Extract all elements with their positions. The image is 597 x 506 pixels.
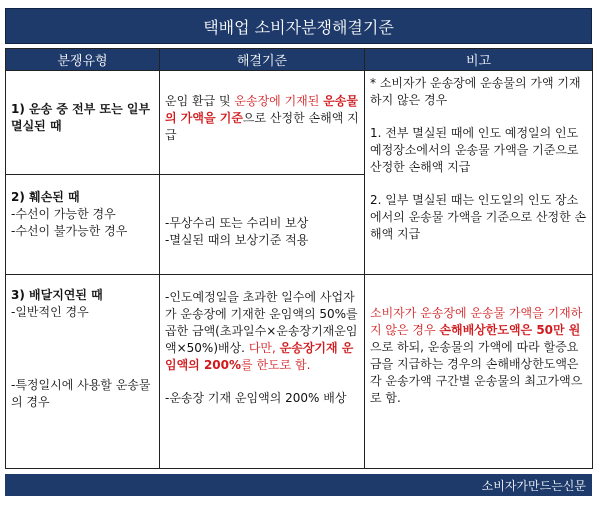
cell-remarks-delay (365, 275, 593, 469)
delay-type-line1: -일반적인 경우 (11, 305, 89, 319)
remarks-note-1: 1. 전부 멸실된 때에 인도 예정일의 인도 예정장소에서의 운송물 가액을 기준으로 산정한 손해액 지급 (370, 126, 579, 174)
source-footer: 소비자가만드는신문 (5, 474, 592, 496)
loss-type-title: 1) 운송 중 전부 또는 일부 멸실된 때 (11, 102, 151, 133)
damage-resolution-line1: -무상수리 또는 수리비 보상 (165, 216, 309, 230)
delay-type-title: 3) 배달지연된 때 (11, 288, 103, 302)
loss-resolution-redbold: 운송물의 가액을 기준 (165, 94, 358, 125)
remarks-note-3-red: 소비자가 운송장에 운송물 가액을 기재하지 않은 경우 (370, 306, 583, 337)
delay-resolution-red2: 를 한도로 함. (241, 358, 311, 372)
delay-resolution-text1: -인도예정일을 초과한 일수에 사업자가 운송장에 기재한 운임액의 50%를 곱한 금액(초과일수×운송장기재운임액×50%)배상. (165, 290, 358, 355)
damage-type-line1: -수선이 가능한 경우 (11, 207, 116, 221)
loss-resolution-text1: 운임 환급 및 (165, 94, 235, 108)
table-header-row (6, 49, 593, 71)
cell-damage-type (6, 175, 160, 275)
damage-type-line2: -수선이 불가능한 경우 (11, 224, 128, 238)
cell-loss-type (6, 71, 160, 175)
remarks-note-3-redbold: 손해배상한도액은 50만 원 (439, 323, 581, 337)
document-title: 택배업 소비자분쟁해결기준 (5, 8, 592, 44)
delay-type-spacer (11, 321, 154, 377)
header-resolution: 해결기준 (160, 49, 365, 71)
remarks-note-3-rest: 으로 하되, 운송물의 가액에 따라 할증요금을 지급하는 경우의 손해배상한도액은 각 운송가액 구간별 운송물의 최고가액으로 함. (370, 340, 583, 405)
table-row-loss (6, 71, 593, 175)
delay-resolution-block1 (165, 289, 359, 374)
standards-document (5, 8, 592, 469)
delay-resolution-red: 다만, (248, 341, 280, 355)
loss-resolution-text2: 으로 산정한 손해액 지급 (165, 111, 359, 142)
delay-resolution-redbold: 운송장기재 운임액의 200% (165, 341, 354, 372)
header-remarks: 비고 (365, 49, 593, 71)
header-dispute-type: 분쟁유형 (6, 49, 160, 71)
damage-resolution-line2: -멸실된 때의 보상기준 적용 (165, 233, 309, 247)
cell-delay-resolution (160, 275, 365, 469)
delay-type-line2: -특정일시에 사용할 운송물의 경우 (11, 378, 151, 409)
cell-delay-type (6, 275, 160, 469)
remarks-note-2: 2. 일부 멸실된 때는 인도일의 인도 장소에서의 운송물 가액을 기준으로 산정한 손해액 지급 (370, 193, 587, 241)
remarks-spacer-1 (370, 109, 587, 125)
delay-resolution-spacer (165, 374, 359, 390)
cell-damage-resolution (160, 175, 365, 275)
remarks-spacer-2 (370, 176, 587, 192)
cell-loss-resolution (160, 71, 365, 175)
loss-resolution-red: 운송장에 기재된 (234, 94, 324, 108)
damage-type-title: 2) 훼손된 때 (11, 190, 80, 204)
cell-remarks-general (365, 71, 593, 275)
delay-resolution-line2: -운송장 기재 운임액의 200% 배상 (165, 391, 347, 405)
remarks-note-star: * 소비자가 운송장에 운송물의 가액 기재하지 않은 경우 (370, 76, 581, 107)
table-row-delay (6, 275, 593, 469)
standards-table (5, 48, 593, 469)
